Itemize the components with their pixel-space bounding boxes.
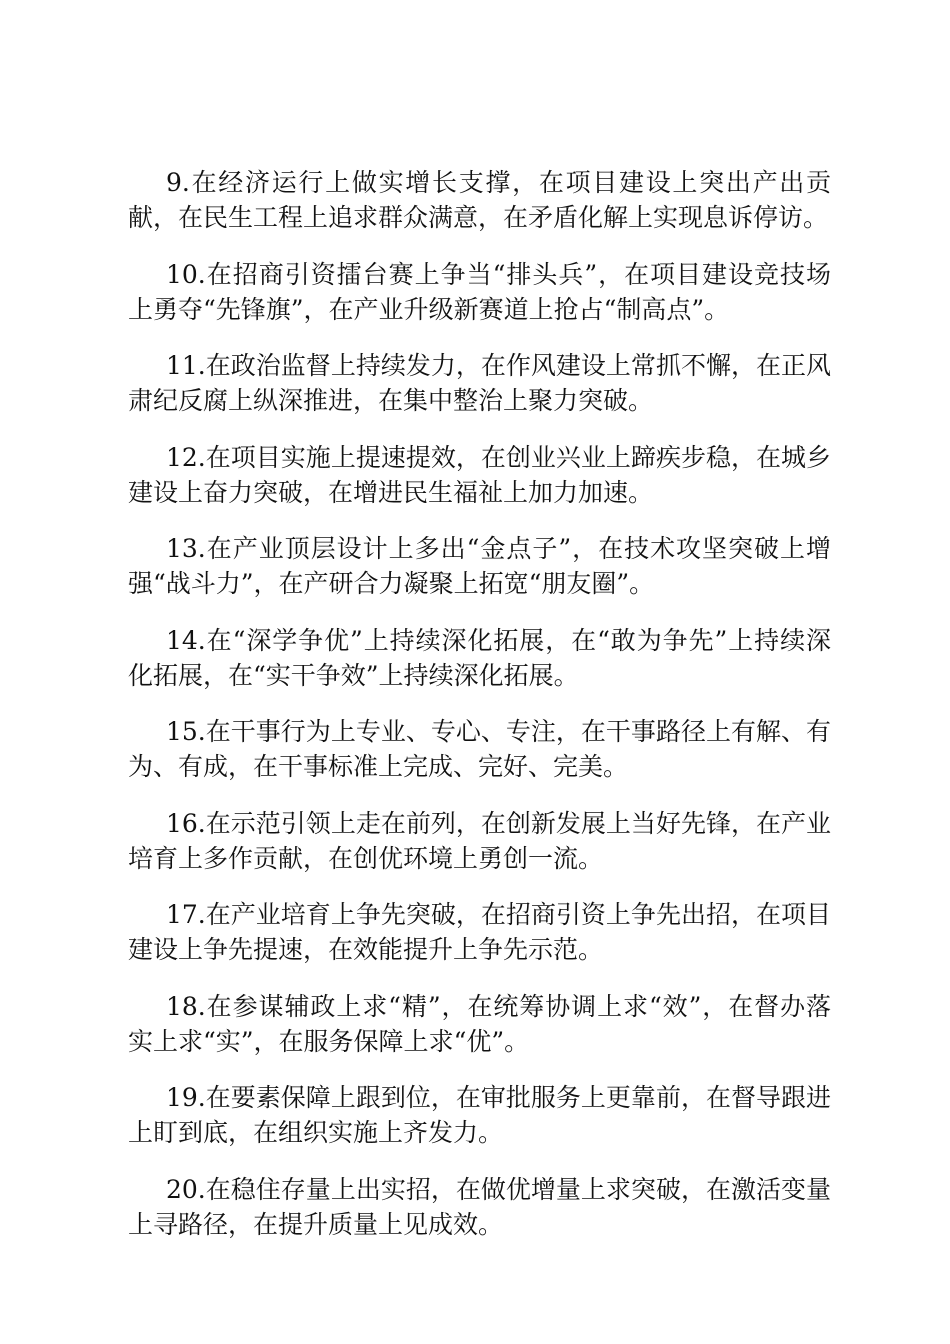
paragraph-19: 19.在要素保障上跟到位，在审批服务上更靠前，在督导跟进上盯到底，在组织实施上齐发力。 xyxy=(128,1083,831,1147)
paragraph-13: 13.在产业顶层设计上多出“金点子”，在技术攻坚突破上增强“战斗力”，在产研合力凝聚上拓宽“朋友圈”。 xyxy=(128,534,831,598)
paragraph-17: 17.在产业培育上争先突破，在招商引资上争先出招，在项目建设上争先提速，在效能提升上争先示范。 xyxy=(128,900,831,964)
paragraph-15: 15.在干事行为上专业、专心、专注，在干事路径上有解、有为、有成，在干事标准上完成、完好、完美。 xyxy=(128,717,831,781)
paragraph-11: 11.在政治监督上持续发力，在作风建设上常抓不懈，在正风肃纪反腐上纵深推进，在集中整治上聚力突破。 xyxy=(128,351,831,415)
paragraph-16: 16.在示范引领上走在前列，在创新发展上当好先锋，在产业培育上多作贡献，在创优环境上勇创一流。 xyxy=(128,808,831,873)
document-body xyxy=(128,165,831,1263)
paragraph-9: 9.在经济运行上做实增长支撑，在项目建设上突出产出贡献，在民生工程上追求群众满意，在矛盾化解上实现息诉停访。 xyxy=(128,168,831,232)
paragraph-12: 12.在项目实施上提速提效，在创业兴业上蹄疾步稳，在城乡建设上奋力突破，在增进民生福祉上加力加速。 xyxy=(128,442,831,507)
paragraph-10: 10.在招商引资擂台赛上争当“排头兵”，在项目建设竞技场上勇夺“先锋旗”，在产业升级新赛道上抢占“制高点”。 xyxy=(128,259,831,324)
paragraph-20: 20.在稳住存量上出实招，在做优增量上求突破，在激活变量上寻路径，在提升质量上见成效。 xyxy=(128,1174,831,1239)
paragraph-14: 14.在“深学争优”上持续深化拓展，在“敢为争先”上持续深化拓展，在“实干争效”上持续深化拓展。 xyxy=(128,625,831,690)
paragraph-18: 18.在参谋辅政上求“精”，在统筹协调上求“效”，在督办落实上求“实”，在服务保障上求“优”。 xyxy=(128,991,831,1056)
